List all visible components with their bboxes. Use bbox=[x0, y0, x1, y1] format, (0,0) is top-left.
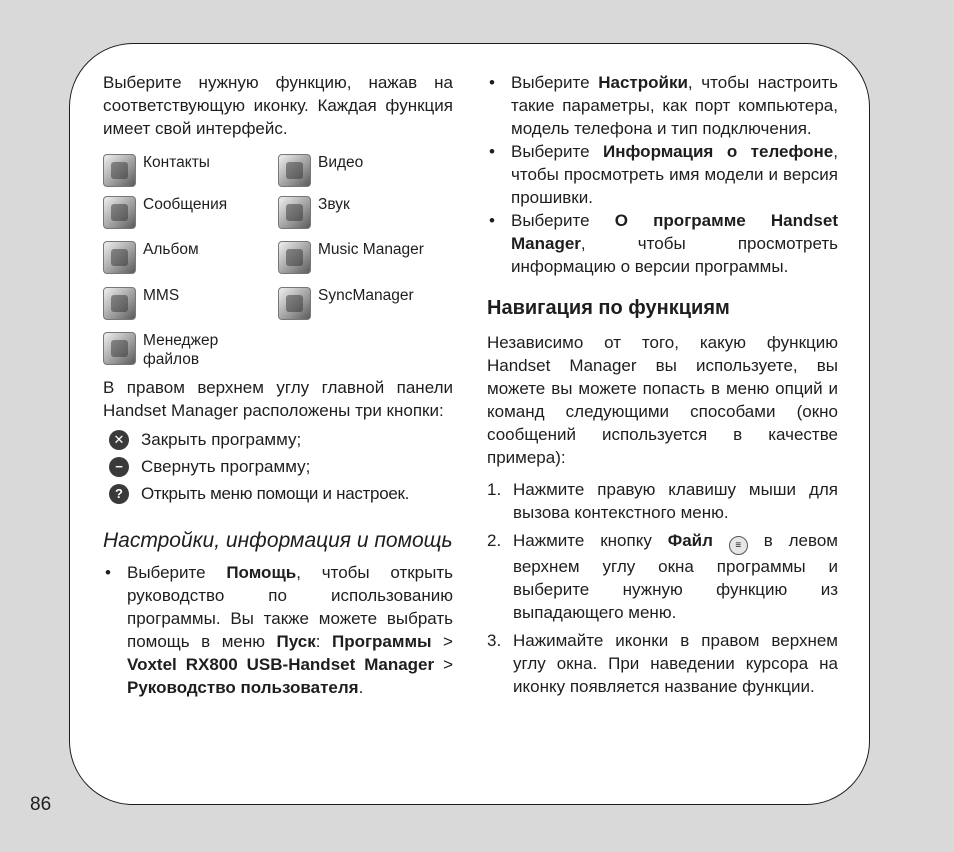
mms-icon bbox=[103, 287, 136, 320]
close-icon: ✕ bbox=[109, 430, 129, 450]
phone-info-bullet: • Выберите Информация о телефоне, чтобы просмотреть имя модели и версия прошивки. bbox=[489, 142, 838, 207]
section-title-settings: Настройки, информация и помощь bbox=[103, 529, 453, 552]
function-video: Видео bbox=[278, 154, 363, 187]
function-messages: Сообщения bbox=[103, 196, 227, 229]
file-manager-icon bbox=[103, 332, 136, 365]
left-column bbox=[103, 71, 453, 699]
close-program-item: ✕ Закрыть программу; bbox=[103, 426, 453, 453]
help-icon: ? bbox=[109, 484, 129, 504]
about-bullet: • Выберите О программе Handset Manager, чтобы просмотреть информацию о версии программы. bbox=[489, 211, 838, 276]
intro-paragraph: Выберите нужную функцию, нажав на соответствующую иконку. Каждая функция имеет свой интерфейс. bbox=[103, 73, 453, 138]
window-buttons-list bbox=[103, 426, 453, 507]
step-1: 1. Нажмите правую клавишу мыши для вызова контекстного меню. bbox=[487, 480, 838, 522]
function-sound: Звук bbox=[278, 196, 350, 229]
function-mms: MMS bbox=[103, 287, 179, 320]
step-3: 3. Нажимайте иконки в правом верхнем углу окна. При наведении курсора на иконку появляется название функции. bbox=[487, 631, 838, 696]
music-manager-icon bbox=[278, 241, 311, 274]
function-icon-grid bbox=[103, 154, 453, 376]
function-album: Альбом bbox=[103, 241, 199, 274]
messages-icon bbox=[103, 196, 136, 229]
contacts-icon bbox=[103, 154, 136, 187]
function-music-manager: Music Manager bbox=[278, 241, 424, 274]
help-bullet: • Выберите Помощь, чтобы открыть руководство по использованию программы. Вы также можете выбрать помощь в меню Пуск: Программы > Voxtel RX800 USB-Handset Manager > Руководство пользователя. bbox=[105, 563, 454, 697]
minimize-program-item: − Свернуть программу; bbox=[103, 453, 453, 480]
page-number: 86 bbox=[30, 794, 52, 815]
function-contacts: Контакты bbox=[103, 154, 210, 187]
function-file-manager: Менеджер файлов bbox=[103, 332, 243, 369]
buttons-intro: В правом верхнем углу главной панели Handset Manager расположены три кнопки: bbox=[103, 378, 453, 420]
function-sync-manager: SyncManager bbox=[278, 287, 414, 320]
help-menu-item: ? Открыть меню помощи и настроек. bbox=[103, 480, 453, 507]
sync-manager-icon bbox=[278, 287, 311, 320]
sound-icon bbox=[278, 196, 311, 229]
settings-bullet: • Выберите Настройки, чтобы настроить такие параметры, как порт компьютера, модель телефона и тип подключения. bbox=[489, 73, 838, 138]
navigation-intro: Независимо от того, какую функцию Handset Manager вы используете, вы можете вы можете попасть в меню опций и команд следующими способами (окно сообщений используется в качестве примера): bbox=[487, 333, 838, 467]
video-icon bbox=[278, 154, 311, 187]
minimize-icon: − bbox=[109, 457, 129, 477]
album-icon bbox=[103, 241, 136, 274]
section-title-navigation: Навигация по функциям bbox=[487, 297, 730, 319]
step-2: 2. Нажмите кнопку Файл ≡ в левом верхнем углу окна программы и выберите нужную функцию из выпадающего меню. bbox=[487, 531, 838, 622]
right-column bbox=[487, 71, 838, 703]
file-button-icon: ≡ bbox=[729, 536, 748, 555]
